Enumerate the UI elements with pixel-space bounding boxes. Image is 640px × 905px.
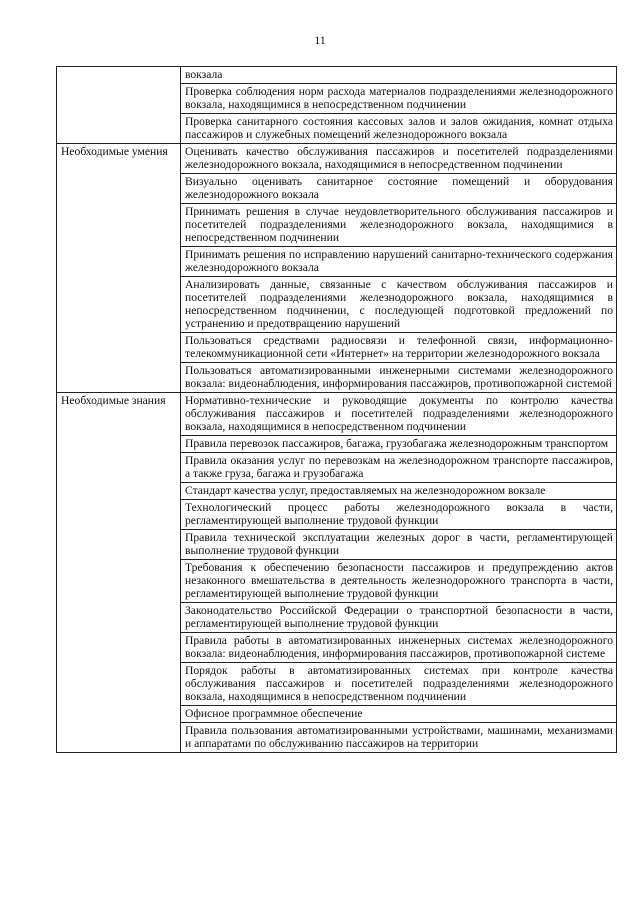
table-cell-item: Проверка соблюдения норм расхода материалов подразделениями железнодорожного вокзала, находящимися в непосредственном подчинении: [181, 84, 617, 114]
table-cell-item: Стандарт качества услуг, предоставляемых на железнодорожном вокзале: [181, 483, 617, 500]
table-cell-item: Анализировать данные, связанные с качеством обслуживания пассажиров и посетителей подразделениями железнодорожного вокзала, находящимися в непосредственном подчинении, с последующей подготовкой предложений по устранению и предотвращению нарушений: [181, 277, 617, 333]
table-row: [57, 393, 617, 436]
table-cell-item: Требования к обеспечению безопасности пассажиров и предупреждению актов незаконного вмешательства в деятельность железнодорожного транспорта в части, регламентирующей выполнение трудовой функции: [181, 560, 617, 603]
table-cell-item: вокзала: [181, 67, 617, 84]
table-row: [57, 144, 617, 174]
table-cell-item: Офисное программное обеспечение: [181, 706, 617, 723]
table-cell-item: Пользоваться автоматизированными инженерными системами железнодорожного вокзала: видеонаблюдения, информирования пассажиров, противопожарной системой: [181, 363, 617, 393]
table-cell-item: Принимать решения по исправлению нарушений санитарно-технического содержания железнодорожного вокзала: [181, 247, 617, 277]
requirements-table: [56, 66, 617, 753]
table-cell-item: Проверка санитарного состояния кассовых залов и залов ожидания, комнат отдыха пассажиров и служебных помещений железнодорожного вокзала: [181, 114, 617, 144]
table-cell-item: Визуально оценивать санитарное состояние помещений и оборудования железнодорожного вокзала: [181, 174, 617, 204]
row-group-label: Необходимые знания: [57, 393, 181, 753]
table-cell-item: Порядок работы в автоматизированных системах при контроле качества обслуживания пассажиров и посетителей подразделениями железнодорожного вокзала, находящимися в непосредственном подчинении: [181, 663, 617, 706]
requirements-table-body: [57, 67, 617, 753]
table-cell-item: Законодательство Российской Федерации о транспортной безопасности в части, регламентирующей выполнение трудовой функции: [181, 603, 617, 633]
table-cell-item: Принимать решения в случае неудовлетворительного обслуживания пассажиров и посетителей подразделениями железнодорожного вокзала, находящимися в непосредственном подчинении: [181, 204, 617, 247]
row-group-label: [57, 67, 181, 144]
table-cell-item: Правила перевозок пассажиров, багажа, грузобагажа железнодорожным транспортом: [181, 436, 617, 453]
row-group-label: Необходимые умения: [57, 144, 181, 393]
table-cell-item: Правила пользования автоматизированными устройствами, машинами, механизмами и аппаратами по обслуживанию пассажиров на территории: [181, 723, 617, 753]
page-number: 11: [314, 33, 326, 47]
table-row: [57, 67, 617, 84]
table-cell-item: Нормативно-технические и руководящие документы по контролю качества обслуживания пассажиров и посетителей подразделениями железнодорожного вокзала, находящимися в непосредственном подчинении: [181, 393, 617, 436]
table-cell-item: Правила оказания услуг по перевозкам на железнодорожном транспорте пассажиров, а также груза, багажа и грузобагажа: [181, 453, 617, 483]
table-cell-item: Правила работы в автоматизированных инженерных системах железнодорожного вокзала: видеонаблюдения, информирования пассажиров, противопожарной системе: [181, 633, 617, 663]
table-cell-item: Правила технической эксплуатации железных дорог в части, регламентирующей выполнение трудовой функции: [181, 530, 617, 560]
table-cell-item: Технологический процесс работы железнодорожного вокзала в части, регламентирующей выполнение трудовой функции: [181, 500, 617, 530]
table-cell-item: Оценивать качество обслуживания пассажиров и посетителей подразделениями железнодорожного вокзала, находящимися в непосредственном подчинении: [181, 144, 617, 174]
table-cell-item: Пользоваться средствами радиосвязи и телефонной связи, информационно-телекоммуникационной сети «Интернет» на территории железнодорожного вокзала: [181, 333, 617, 363]
